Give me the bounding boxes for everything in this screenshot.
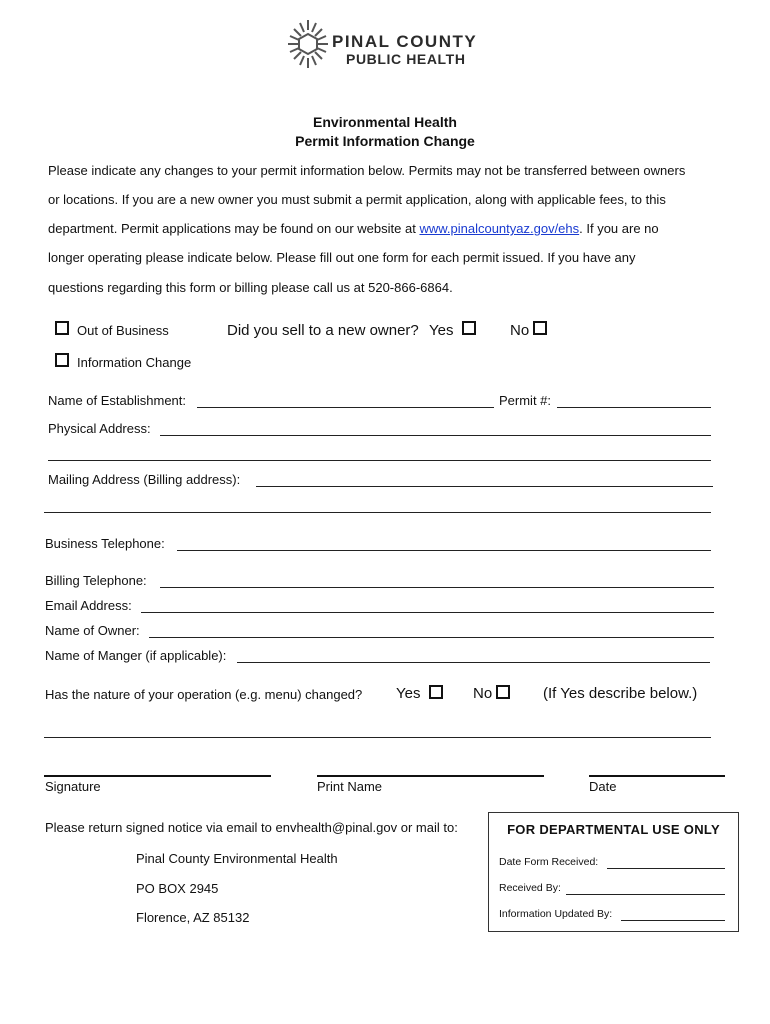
- physical-address-field[interactable]: [160, 435, 711, 436]
- physical-address-label: Physical Address:: [48, 421, 151, 436]
- form-subtitle: Permit Information Change: [295, 133, 475, 149]
- departmental-heading: FOR DEPARTMENTAL USE ONLY: [507, 822, 720, 837]
- print-name-field[interactable]: [317, 775, 544, 777]
- mailing-address-label: Mailing Address (Billing address):: [48, 472, 241, 487]
- address-line-3: Florence, AZ 85132: [136, 910, 250, 925]
- signature-label: Signature: [45, 779, 101, 794]
- sun-emblem-icon: [286, 18, 330, 70]
- operation-yes-checkbox[interactable]: [429, 685, 443, 699]
- operation-question-label: Has the nature of your operation (e.g. menu) changed?: [45, 687, 363, 702]
- manager-label: Name of Manger (if applicable):: [45, 648, 227, 663]
- address-line-2: PO BOX 2945: [136, 881, 219, 896]
- billing-telephone-label: Billing Telephone:: [45, 573, 147, 588]
- date-received-field[interactable]: [607, 868, 725, 869]
- sell-yes-checkbox[interactable]: [462, 321, 476, 335]
- pinal-county-logo: [286, 18, 496, 70]
- date-received-label: Date Form Received:: [499, 856, 599, 868]
- manager-field[interactable]: [237, 662, 710, 663]
- sell-question-label: Did you sell to a new owner?: [227, 322, 419, 339]
- permit-label: Permit #:: [499, 393, 552, 408]
- logo-line-2: PUBLIC HEALTH: [346, 51, 466, 67]
- date-field[interactable]: [589, 775, 725, 777]
- out-of-business-label: Out of Business: [77, 323, 169, 338]
- date-label: Date: [589, 779, 617, 794]
- email-label: Email Address:: [45, 598, 132, 613]
- received-by-field[interactable]: [566, 894, 725, 895]
- address-line-1: Pinal County Environmental Health: [136, 851, 338, 866]
- print-name-label: Print Name: [317, 779, 383, 794]
- operation-no-checkbox[interactable]: [496, 685, 510, 699]
- form-title: Environmental Health: [313, 114, 457, 130]
- mailing-address-field-line-2[interactable]: [44, 512, 711, 513]
- intro-line-4: longer operating please indicate below. Please fill out one form for each permit issued. If you have any: [48, 250, 636, 265]
- return-instruction: Please return signed notice via email to envhealth@pinal.gov or mail to:: [45, 820, 458, 835]
- email-field[interactable]: [141, 612, 714, 613]
- info-updated-label: Information Updated By:: [499, 908, 613, 920]
- signature-field[interactable]: [44, 775, 271, 777]
- sell-yes-label: Yes: [429, 322, 454, 339]
- info-updated-field[interactable]: [621, 920, 725, 921]
- permit-field[interactable]: [557, 407, 711, 408]
- physical-address-field-line-2[interactable]: [48, 460, 711, 461]
- out-of-business-checkbox[interactable]: [55, 321, 69, 335]
- operation-description-field[interactable]: [44, 737, 711, 738]
- owner-field[interactable]: [149, 637, 714, 638]
- intro-line-3: [48, 221, 659, 236]
- business-telephone-label: Business Telephone:: [45, 536, 165, 551]
- intro-line-1: Please indicate any changes to your permit information below. Permits may not be transferred between owners: [48, 163, 686, 178]
- operation-yes-label: Yes: [396, 685, 421, 702]
- intro-line-5: questions regarding this form or billing please call us at 520-866-6864.: [48, 280, 453, 295]
- received-by-label: Received By:: [499, 882, 561, 894]
- information-change-label: Information Change: [77, 355, 192, 370]
- operation-no-label: No: [473, 685, 493, 702]
- owner-label: Name of Owner:: [45, 623, 140, 638]
- establishment-field[interactable]: [197, 407, 494, 408]
- departmental-use-box: [488, 812, 739, 932]
- sell-no-label: No: [510, 322, 530, 339]
- website-link[interactable]: www.pinalcountyaz.gov/ehs: [419, 221, 580, 236]
- logo-line-1: PINAL COUNTY: [332, 32, 478, 51]
- sell-no-checkbox[interactable]: [533, 321, 547, 335]
- mailing-address-field[interactable]: [256, 486, 713, 487]
- operation-note: (If Yes describe below.): [543, 685, 698, 702]
- business-telephone-field[interactable]: [177, 550, 711, 551]
- information-change-checkbox[interactable]: [55, 353, 69, 367]
- intro-line-3-suffix: . If you are no: [579, 221, 659, 236]
- intro-line-2: or locations. If you are a new owner you must submit a permit application, along with applicable fees, to this: [48, 192, 666, 207]
- intro-line-3-prefix: department. Permit applications may be found on our website at: [48, 221, 420, 236]
- billing-telephone-field[interactable]: [160, 587, 714, 588]
- establishment-label: Name of Establishment:: [48, 393, 187, 408]
